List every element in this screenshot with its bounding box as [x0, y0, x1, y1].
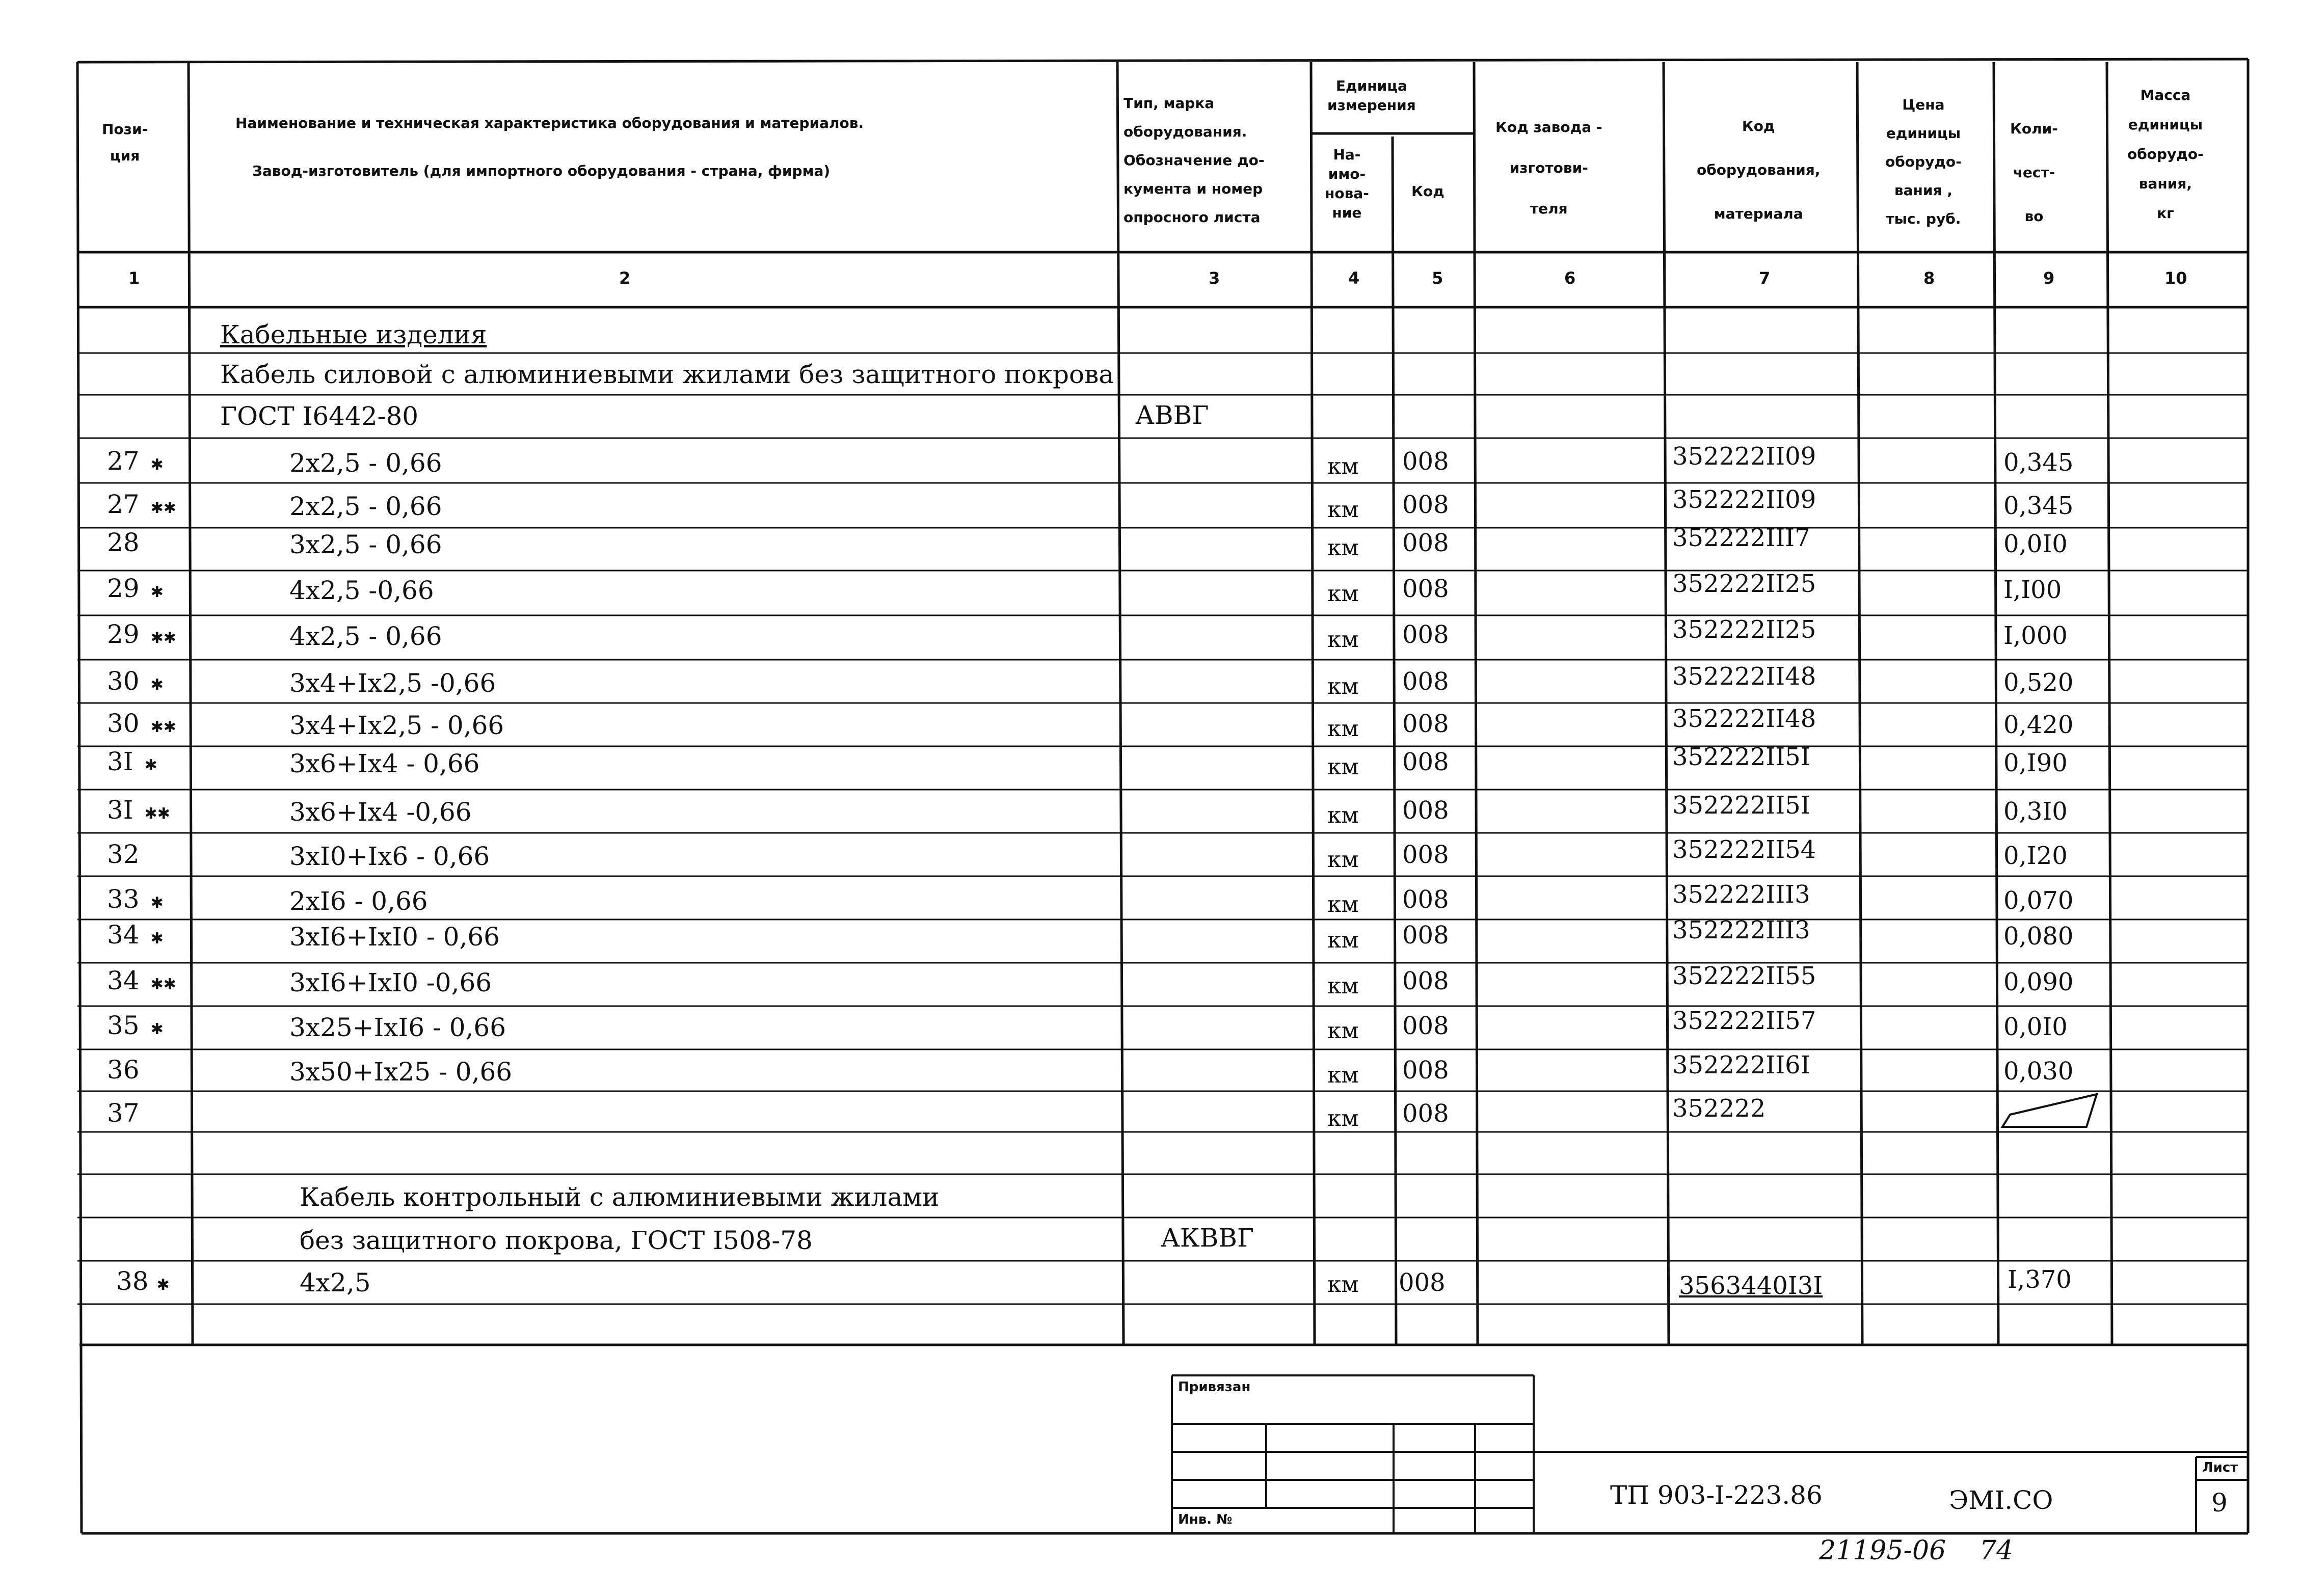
section-description: Кабель силовой с алюминиевыми жилами без защитного покрова — [220, 360, 1114, 389]
row-name: 4x2,5 - 0,66 — [289, 621, 442, 651]
row-unit-code: 008 — [1402, 575, 1449, 603]
position-number: 29 — [107, 574, 140, 603]
row-quantity: 0,080 — [2003, 922, 2074, 951]
row-position — [107, 842, 151, 867]
position-number: 30 — [107, 709, 140, 738]
row-quantity: 0,0I0 — [2003, 1013, 2068, 1041]
row-position: 38 ✱ — [116, 1266, 170, 1296]
row-quantity: 0,I20 — [2003, 842, 2068, 870]
header-col6: Код завода - изготови- теля — [1495, 119, 1602, 217]
header-col10: Масса единицы оборудо- вания, кг — [2127, 87, 2204, 222]
position-number: 27 — [107, 490, 140, 519]
row-unit: км — [1327, 1105, 1359, 1131]
header-col2-line1: Наименование и техническая характеристика оборудования и материалов. — [235, 115, 864, 131]
note-mark: ✱ — [150, 930, 164, 948]
position-number: 32 — [107, 840, 140, 869]
row-name: 3x2,5 - 0,66 — [289, 530, 442, 559]
row-quantity: 0,3I0 — [2003, 797, 2068, 826]
row-quantity: 0,0I0 — [2003, 530, 2068, 558]
row-name: 4x2,5 — [300, 1268, 371, 1297]
row-material-code: 352222III7 — [1672, 524, 1810, 552]
row-position — [107, 797, 170, 823]
row-unit-code: 008 — [1402, 748, 1449, 776]
row-unit: км — [1327, 453, 1359, 479]
row-quantity: I,000 — [2003, 621, 2068, 650]
row-quantity: 0,420 — [2003, 711, 2074, 739]
row-name: 3x6+Ix4 -0,66 — [289, 797, 472, 827]
row-material-code: 352222II55 — [1672, 962, 1816, 990]
row-unit: км — [1327, 1018, 1359, 1044]
col-number: 8 — [1923, 268, 1935, 288]
row-unit: км — [1327, 847, 1359, 873]
col-number: 2 — [619, 268, 631, 288]
row-unit: км — [1327, 802, 1359, 828]
note-mark: ✱ — [150, 676, 164, 694]
page-number: 74 — [1980, 1535, 2014, 1566]
row-quantity: 0,345 — [2003, 448, 2074, 477]
row-unit: км — [1327, 1062, 1359, 1088]
position-number: 30 — [107, 666, 140, 696]
note-mark: ✱ — [150, 1020, 164, 1038]
row-name: 3x50+Ix25 - 0,66 — [289, 1057, 513, 1087]
note-mark: ✱✱ — [150, 499, 176, 517]
row-material-code: 352222II48 — [1672, 705, 1816, 733]
row-name: 2x2,5 - 0,66 — [289, 492, 442, 521]
position-number: 3I — [107, 795, 133, 825]
row-material-code: 352222II09 — [1672, 442, 1816, 471]
row-material-code: 3563440I3I — [1679, 1272, 1823, 1300]
position-number: 37 — [107, 1098, 140, 1128]
note-mark: ✱ — [150, 583, 164, 601]
row-material-code: 352222II09 — [1672, 485, 1816, 514]
row-unit: км — [1327, 673, 1359, 699]
row-material-code: 352222III3 — [1672, 880, 1810, 909]
doc-code: ЭМI.СО — [1949, 1485, 2053, 1515]
sheet-number: 9 — [2211, 1488, 2228, 1518]
row-material-code: 352222II5I — [1672, 791, 1810, 820]
col-number: 7 — [1759, 268, 1771, 288]
row-unit-code: 008 — [1402, 447, 1449, 476]
row-unit-code: 008 — [1402, 667, 1449, 696]
position-number: 36 — [107, 1055, 140, 1085]
row-material-code: 352222II57 — [1672, 1007, 1816, 1035]
row-unit-code: 008 — [1402, 841, 1449, 869]
blank-qty-mark — [2002, 1094, 2097, 1127]
row-quantity: 0,090 — [2003, 968, 2074, 996]
position-number: 3I — [107, 747, 133, 776]
header-col1: Пози- ция — [102, 121, 148, 164]
header-col5: Код — [1411, 183, 1445, 200]
row-material-code: 352222II48 — [1672, 662, 1816, 691]
col-number: 1 — [128, 268, 140, 288]
row-unit-code: 008 — [1402, 1056, 1449, 1085]
position-number: 34 — [107, 920, 140, 950]
row-unit: км — [1327, 754, 1359, 780]
row-name: 2x2,5 - 0,66 — [289, 448, 442, 478]
position-number: 27 — [107, 446, 140, 476]
row-unit: км — [1327, 627, 1359, 653]
section-title: Кабельные изделия — [220, 320, 487, 349]
row-unit-code: 008 — [1402, 620, 1449, 649]
row-position — [107, 1013, 164, 1038]
header-col9: Коли- чест- во — [2010, 120, 2058, 225]
col-number: 4 — [1348, 268, 1360, 288]
row-name: 3x4+Ix2,5 - 0,66 — [289, 711, 504, 740]
header-col2-line2: Завод-изготовитель (для импортного оборудования - страна, фирма) — [252, 163, 831, 179]
row-position — [107, 1057, 151, 1083]
row-position — [107, 749, 157, 774]
col-number: 6 — [1564, 268, 1576, 288]
row-quantity: 0,070 — [2003, 886, 2074, 915]
row-unit: км — [1327, 1272, 1359, 1297]
row-unit: км — [1327, 891, 1359, 917]
header-col7: Код оборудования, материала — [1697, 118, 1821, 222]
row-unit-code: 008 — [1402, 796, 1449, 825]
row-material-code: 352222II25 — [1672, 615, 1816, 644]
note-mark: ✱ — [150, 456, 164, 474]
stamp-inventory: Инв. № — [1178, 1512, 1233, 1527]
row-position — [107, 668, 164, 694]
row-name: 3x4+Ix2,5 -0,66 — [289, 668, 496, 698]
position-number: 29 — [107, 619, 140, 649]
row-name: 3x6+Ix4 - 0,66 — [289, 749, 480, 778]
row-position — [107, 530, 151, 555]
row-unit: км — [1327, 927, 1359, 953]
row-position — [107, 448, 164, 474]
section2-standard: без защитного покрова, ГОСТ I508-78 — [300, 1226, 813, 1255]
row-quantity: I,370 — [2008, 1265, 2072, 1294]
row-name: 3x25+IxI6 - 0,66 — [289, 1013, 506, 1042]
row-position — [107, 886, 164, 912]
row-position — [107, 968, 176, 993]
section-standard: ГОСТ I6442-80 — [220, 401, 419, 431]
row-position — [107, 1100, 151, 1126]
row-material-code: 352222II5I — [1672, 743, 1810, 771]
row-unit-code: 008 — [1399, 1268, 1446, 1297]
section2-description: Кабель контрольный с алюминиевыми жилами — [300, 1182, 940, 1212]
row-material-code: 352222 — [1672, 1094, 1766, 1123]
note-mark: ✱✱ — [150, 718, 176, 736]
row-unit: км — [1327, 581, 1359, 607]
note-mark: ✱ — [150, 894, 164, 912]
row-quantity: 0,520 — [2003, 668, 2074, 697]
row-unit-code: 008 — [1402, 529, 1449, 557]
row-unit: км — [1327, 535, 1359, 561]
cable-type-2: АКВВГ — [1161, 1223, 1254, 1253]
col-number: 5 — [1432, 268, 1443, 288]
row-unit-code: 008 — [1402, 885, 1449, 914]
row-material-code: 352222II6I — [1672, 1051, 1810, 1079]
cable-type: АВВГ — [1135, 400, 1209, 430]
note-mark: ✱✱ — [144, 805, 170, 823]
col-number: 10 — [2164, 268, 2187, 288]
row-material-code: 352222III3 — [1672, 916, 1810, 944]
row-position — [107, 576, 164, 601]
row-unit-code: 008 — [1402, 1012, 1449, 1040]
row-position — [107, 922, 164, 948]
position-number: 34 — [107, 966, 140, 995]
doc-designation: ТП 903-I-223.86 — [1610, 1480, 1823, 1510]
col-number: 9 — [2043, 268, 2055, 288]
row-name: 4x2,5 -0,66 — [289, 576, 434, 605]
position-number: 28 — [107, 528, 140, 557]
row-unit: км — [1327, 716, 1359, 742]
row-position — [107, 492, 176, 517]
row-position — [107, 621, 176, 647]
header-col8: Цена единицы оборудо- вания , тыс. руб. — [1885, 96, 1962, 227]
note-mark: ✱✱ — [150, 976, 176, 993]
row-name: 3xI6+IxI0 -0,66 — [289, 968, 492, 997]
row-unit-code: 008 — [1402, 921, 1449, 950]
header-col4: На- имо- нова- ние — [1325, 146, 1369, 221]
note-mark: ✱ — [144, 756, 157, 774]
row-unit-code: 008 — [1402, 967, 1449, 995]
row-quantity: 0,030 — [2003, 1057, 2074, 1086]
row-material-code: 352222II25 — [1672, 570, 1816, 598]
row-position — [107, 711, 176, 736]
sheet-label: Лист — [2202, 1460, 2238, 1475]
row-name: 2xI6 - 0,66 — [289, 886, 428, 916]
stamp-bound: Привязан — [1178, 1379, 1251, 1395]
header-col3: Тип, марка оборудования. Обозначение до- кумента и номер опросного листа — [1124, 95, 1265, 226]
row-unit-code: 008 — [1402, 1099, 1449, 1128]
row-material-code: 352222II54 — [1672, 835, 1816, 864]
archive-number: 21195-06 — [1819, 1535, 1946, 1566]
row-unit: км — [1327, 973, 1359, 999]
row-quantity: I,I00 — [2003, 576, 2062, 604]
position-number: 33 — [107, 884, 140, 914]
row-quantity: 0,I90 — [2003, 749, 2068, 777]
row-unit: км — [1327, 497, 1359, 523]
header-unit-title: Единица измерения — [1327, 77, 1416, 114]
row-name: 3xI6+IxI0 - 0,66 — [289, 922, 500, 952]
col-number: 3 — [1209, 268, 1220, 288]
position-number: 35 — [107, 1011, 140, 1040]
note-mark: ✱✱ — [150, 629, 176, 647]
row-name: 3xI0+Ix6 - 0,66 — [289, 842, 490, 871]
row-quantity: 0,345 — [2003, 492, 2074, 520]
row-unit-code: 008 — [1402, 491, 1449, 519]
row-unit-code: 008 — [1402, 710, 1449, 738]
